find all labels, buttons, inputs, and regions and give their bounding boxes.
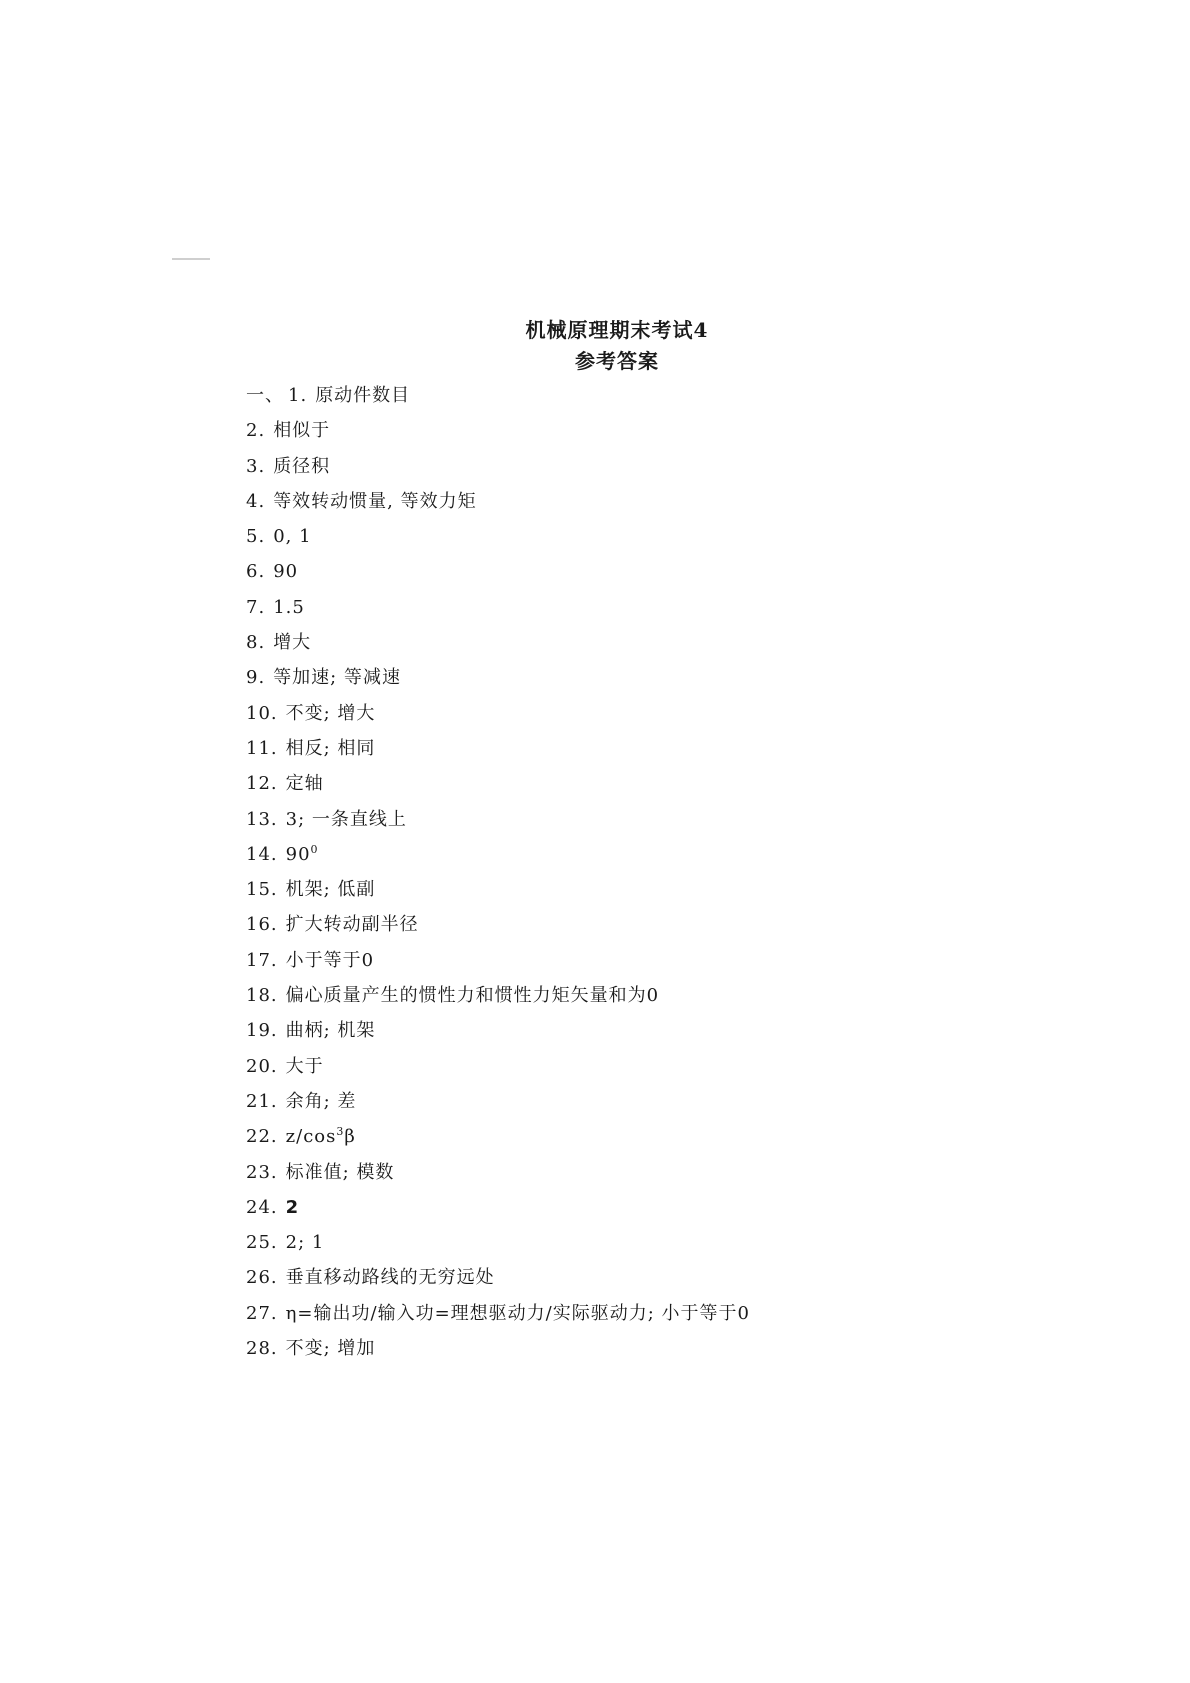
answer-number: 22. (246, 1126, 278, 1148)
answer-item (246, 943, 946, 978)
answer-text: 相反; 相同 (285, 737, 376, 759)
answer-text: 曲柄; 机架 (285, 1020, 376, 1042)
answer-text: 2; 1 (285, 1232, 325, 1254)
answer-item (246, 378, 946, 413)
answer-number: 14. (246, 843, 278, 865)
answer-item (246, 1296, 946, 1331)
answer-text: 小于等于0 (285, 949, 375, 971)
answer-item (246, 484, 946, 519)
answer-number: 20. (246, 1055, 278, 1077)
answer-item (246, 1013, 946, 1048)
answer-item (246, 872, 946, 907)
answer-item (246, 837, 946, 872)
answer-item (246, 907, 946, 942)
answer-item (246, 519, 946, 554)
answer-text: z/cos (285, 1126, 337, 1148)
answer-text: 相似于 (273, 420, 331, 442)
answer-item (246, 766, 946, 801)
answer-item (246, 1119, 946, 1154)
answer-number: 27. (246, 1302, 278, 1324)
answer-item (246, 802, 946, 837)
answer-number: 8. (246, 632, 266, 654)
answer-item (246, 625, 946, 660)
answer-superscript: 3 (336, 1125, 345, 1139)
document-subtitle: 参考答案 (575, 349, 659, 373)
answer-number: 10. (246, 702, 278, 724)
answer-text: 原动件数目 (315, 385, 411, 406)
answer-item (246, 1049, 946, 1084)
answer-number: 18. (246, 985, 278, 1007)
answer-item (246, 731, 946, 766)
answer-number: 17. (246, 949, 278, 971)
answer-text: 0, 1 (273, 526, 312, 548)
answer-item (246, 1190, 946, 1225)
answer-number: 19. (246, 1020, 278, 1042)
answer-number: 28. (246, 1338, 278, 1360)
answer-text: 偏心质量产生的惯性力和惯性力矩矢量和为0 (285, 985, 660, 1007)
answer-text: 定轴 (285, 773, 324, 795)
answer-text: 90 (273, 561, 299, 583)
answer-item (246, 1155, 946, 1190)
answer-number: 4. (246, 490, 266, 512)
answer-number: 7. (246, 596, 266, 618)
answer-number: 5. (246, 526, 266, 548)
answer-item (246, 696, 946, 731)
answer-item (246, 1225, 946, 1260)
answer-number: 25. (246, 1232, 278, 1254)
answer-number: 21. (246, 1090, 278, 1112)
answer-text: 标准值; 模数 (285, 1161, 395, 1183)
answer-number: 16. (246, 914, 278, 936)
answer-item (246, 449, 946, 484)
answer-item (246, 1331, 946, 1366)
answer-text: 余角; 差 (285, 1090, 357, 1112)
answer-text: 90 (285, 843, 311, 865)
answer-text: 2 (285, 1196, 300, 1218)
answer-list (246, 378, 946, 1366)
answer-text: 垂直移动路线的无穷远处 (285, 1267, 495, 1289)
answer-text: 质径积 (273, 455, 331, 477)
answer-number: 3. (246, 455, 266, 477)
answer-item (246, 590, 946, 625)
answer-text: 增大 (273, 632, 312, 654)
answer-number: 2. (246, 420, 266, 442)
answer-number: 13. (246, 808, 278, 830)
answer-item (246, 1084, 946, 1119)
section-prefix: 一、 (246, 385, 284, 406)
answer-text: η=输出功/输入功=理想驱动力/实际驱动力; 小于等于0 (285, 1302, 750, 1324)
answer-text: 扩大转动副半径 (285, 914, 419, 936)
answer-item (246, 1260, 946, 1295)
answer-text: 等加速; 等减速 (273, 667, 401, 689)
answer-text: 大于 (285, 1055, 324, 1077)
answer-text: 不变; 增加 (285, 1338, 376, 1360)
answer-number: 15. (246, 879, 278, 901)
answer-text: 机架; 低副 (285, 879, 376, 901)
answer-text-suffix: β (344, 1126, 356, 1148)
answer-text: 1.5 (273, 596, 305, 618)
answer-text: 3; 一条直线上 (285, 808, 407, 830)
answer-item (246, 413, 946, 448)
answer-number: 11. (246, 737, 278, 759)
answer-superscript: 0 (310, 842, 319, 856)
document-title: 机械原理期末考试4 (525, 318, 709, 342)
scan-artifact-mark (172, 258, 210, 260)
answer-number: 24. (246, 1196, 278, 1218)
answer-text: 等效转动惯量, 等效力矩 (273, 490, 477, 512)
answer-number: 1. (288, 385, 308, 406)
answer-number: 23. (246, 1161, 278, 1183)
answer-item (246, 978, 946, 1013)
answer-number: 6. (246, 561, 266, 583)
answer-text: 不变; 增大 (285, 702, 376, 724)
answer-number: 12. (246, 773, 278, 795)
answer-number: 9. (246, 667, 266, 689)
answer-number: 26. (246, 1267, 278, 1289)
answer-item (246, 554, 946, 589)
answer-item (246, 660, 946, 695)
